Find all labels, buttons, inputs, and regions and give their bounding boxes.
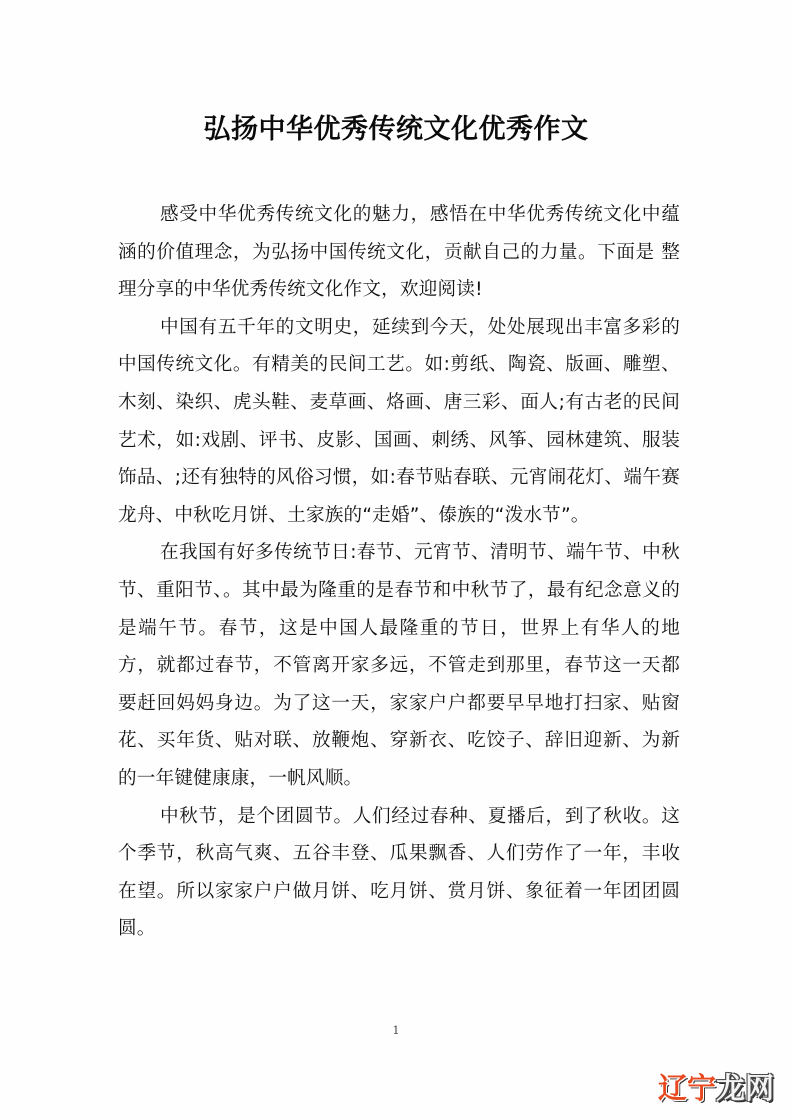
watermark xyxy=(658,1068,784,1108)
paragraph: 感受中华优秀传统文化的魅力，感悟在中华优秀传统文化中蕴涵的价值理念，为弘扬中国传统文化，贡献自己的力量。下面是 整理分享的中华优秀传统文化作文，欢迎阅读! xyxy=(118,204,680,301)
watermark-text-primary: 辽宁 xyxy=(658,1071,717,1105)
page-number: 1 xyxy=(392,1024,400,1037)
paragraph: 中国有五千年的文明史，延续到今天，处处展现出丰富多彩的中国传统文化。有精美的民间工艺。如:剪纸、陶瓷、版画、雕塑、木刻、染织、虎头鞋、麦草画、烙画、唐三彩、面人;有古老的民间艺术，如:戏剧、评书、皮影、国画、刺绣、风筝、园林建筑、服装饰品、;还有独特的风俗习惯，如:春节贴春联、元宵闹花灯、端午赛龙舟、中秋吃月饼、土家族的“走婚”、傣族的“泼水节”。 xyxy=(118,316,680,526)
paragraph: 中秋节，是个团圆节。人们经过春种、夏播后，到了秋收。这个季节，秋高气爽、五谷丰登、瓜果飘香、人们劳作了一年，丰收在望。所以家家户户做月饼、吃月饼、赏月饼、象征着一年团团圆圆。 xyxy=(118,805,680,940)
watermark-text-secondary: 龙网 xyxy=(716,1071,775,1105)
page-title: 弘扬中华优秀传统文化优秀作文 xyxy=(203,114,589,145)
paragraph: 在我国有好多传统节日:春节、元宵节、清明节、端午节、中秋节、重阳节、。其中最为隆重的是春节和中秋节了，最有纪念意义的是端午节。春节，这是中国人最隆重的节日，世界上有华人的地方，就都过春节，不管离开家多远，不管走到那里，春节这一天都要赶回妈妈身边。为了这一天，家家户户都要早早地打扫家、贴窗花、买年货、贴对联、放鞭炮、穿新衣、吃饺子、辞旧迎新、为新的一年键健康康，一帆风顺。 xyxy=(118,542,680,789)
document-body xyxy=(118,196,680,948)
